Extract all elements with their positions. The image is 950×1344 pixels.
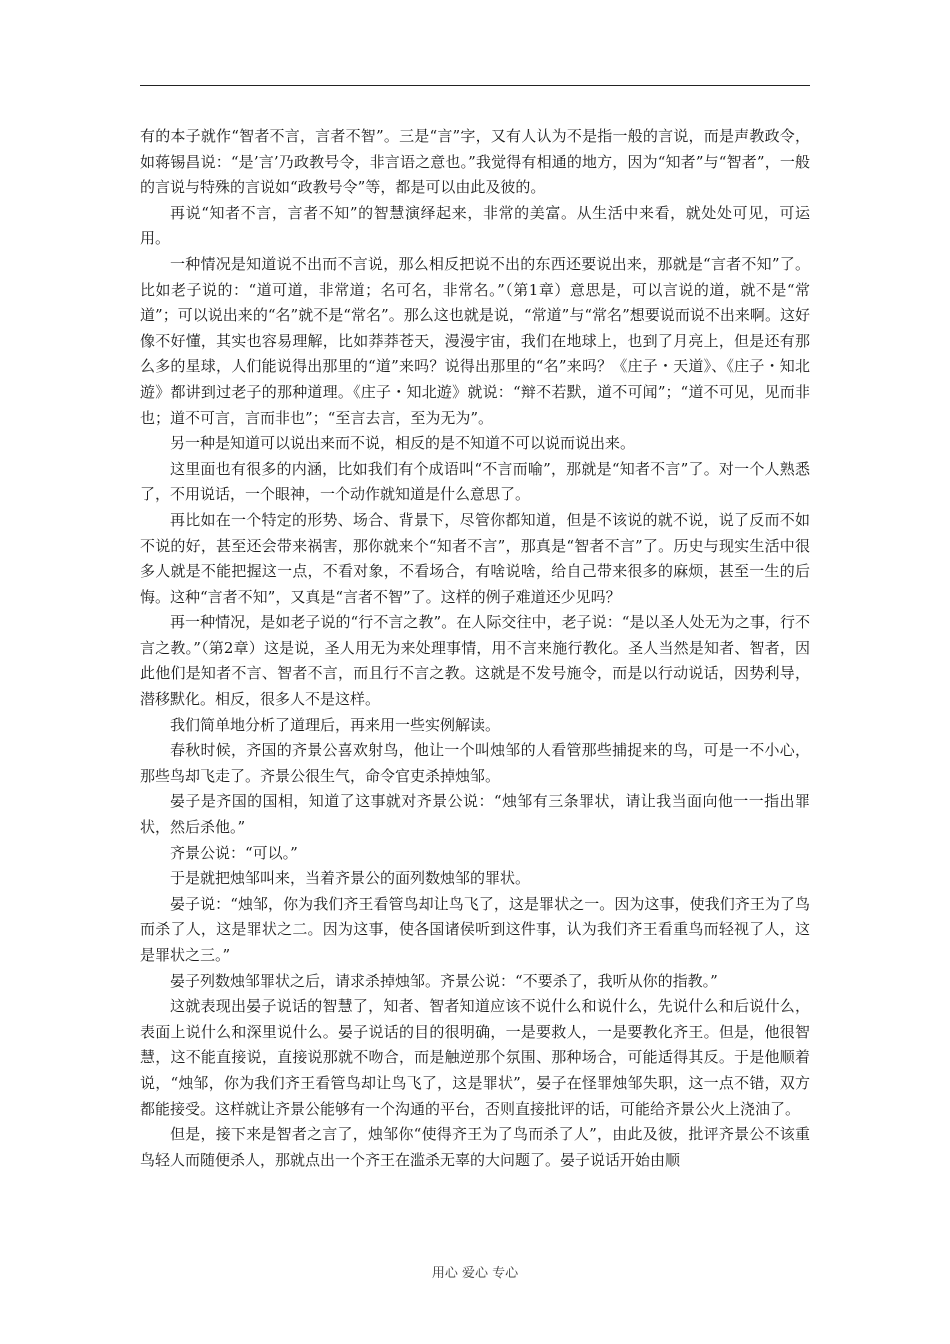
paragraph: 但是，接下来是智者之言了，烛邹你“使得齐王为了鸟而杀了人”，由此及彼，批评齐景公不该重鸟轻人而随便杀人，那就点出一个齐王在滥杀无辜的大问题了。晏子说话开始由顺 (140, 1125, 810, 1169)
header-rule (140, 85, 810, 86)
paragraph: 再比如在一个特定的形势、场合、背景下，尽管你都知道，但是不该说的就不说，说了反而不如不说的好，甚至还会带来祸害，那你就来个“知者不言”，那真是“智者不言”了。历史与现实生活中很多人就是不能把握这一点，不看对象，不看场合，有啥说啥，给自己带来很多的麻烦，甚至一生的后悔。这种“言者不知”，又真是“言者不智”了。这样的例子难道还少见吗？ (140, 510, 810, 606)
paragraph: 再说“知者不言，言者不知”的智慧演绎起来，非常的美富。从生活中来看，就处处可见，可运用。 (140, 203, 810, 248)
paragraph: 我们简单地分析了道理后，再来用一些实例解读。 (170, 715, 501, 734)
paragraph: 晏子列数烛邹罪状之后，请求杀掉烛邹。齐景公说：“不要杀了，我听从你的指教。” (170, 971, 718, 990)
document-body (140, 124, 810, 1173)
paragraph: 有的本子就作“智者不言，言者不智”。三是“言”字，又有人认为不是指一般的言说，而是声教政令，如蒋锡昌说：“是’言’乃政教号令，非言语之意也。”我觉得有相通的地方，因为“知者”与“智者”，一般的言说与特殊的言说如“政教号令”等，都是可以由此及彼的。 (140, 127, 810, 197)
paragraph: 晏子说：“烛邹，你为我们齐王看管鸟却让鸟飞了，这是罪状之一。因为这事，使我们齐王为了鸟而杀了人，这是罪状之二。因为这事，使各国诸侯听到这件事，认为我们齐王看重鸟而轻视了人，这是罪状之三。” (140, 894, 810, 964)
paragraph: 再一种情况，是如老子说的“行不言之教”。在人际交往中，老子说：“是以圣人处无为之事，行不言之教。”（第2章）这是说，圣人用无为来处理事情，用不言来施行教化。圣人当然是知者、智者，因此他们是知者不言、智者不言，而且行不言之教。这就是不发号施令，而是以行动说话，因势利导，潜移默化。相反，很多人不是这样。 (140, 613, 810, 709)
paragraph: 另一种是知道可以说出来而不说，相反的是不知道不可以说而说出来。 (170, 434, 636, 453)
paragraph: 一种情况是知道说不出而不言说，那么相反把说不出的东西还要说出来，那就是“言者不知”了。比如老子说的：“道可道，非常道；名可名，非常名。”（第1章）意思是，可以言说的道，就不是“常道”；可以说出来的“名”就不是“常名”。那么这也就是说，“常道”与“常名”想要说而说不出来啊。这好像不好懂，其实也容易理解，比如莽莽苍天，漫漫宇宙，我们在地球上，也到了月亮上，但是还有那么多的星球，人们能说得出那里的“道”来吗？说得出那里的“名”来吗？《庄子・天道》、《庄子・知北遊》都讲到过老子的那种道理。《庄子・知北遊》就说：“辩不若默，道不可闻”；“道不可见，见而非也；道不可言，言而非也”；“至言去言，至为无为”。 (140, 254, 810, 427)
paragraph: 于是就把烛邹叫来，当着齐景公的面列数烛邹的罪状。 (170, 869, 531, 888)
paragraph: 这里面也有很多的内涵，比如我们有个成语叫“不言而喻”，那就是“知者不言”了。对一个人熟悉了，不用说话，一个眼神，一个动作就知道是什么意思了。 (140, 459, 810, 504)
paragraph: 春秋时候，齐国的齐景公喜欢射鸟，他让一个叫烛邹的人看管那些捕捉来的鸟，可是一不小心，那些鸟却飞走了。齐景公很生气，命令官吏杀掉烛邹。 (140, 741, 810, 785)
page-footer: 用心 爱心 专心 (431, 1266, 519, 1281)
paragraph: 这就表现出晏子说话的智慧了，知者、智者知道应该不说什么和说什么，先说什么和后说什么，表面上说什么和深里说什么。晏子说话的目的很明确，一是要救人，一是要教化齐王。但是，他很智慧，这不能直接说，直接说那就不吻合，而是触逆那个氛围、那种场合，可能适得其反。于是他顺着说，“烛邹，你为我们齐王看管鸟却让鸟飞了，这是罪状”，晏子在怪罪烛邹失职，这一点不错，双方都能接受。这样就让齐景公能够有一个沟通的平台，否则直接批评的话，可能给齐景公火上浇油了。 (140, 997, 810, 1118)
paragraph: 齐景公说：“可以。” (170, 843, 298, 862)
paragraph: 晏子是齐国的国相，知道了这事就对齐景公说：“烛邹有三条罪状，请让我当面向他一一指出罪状，然后杀他。” (140, 792, 810, 837)
